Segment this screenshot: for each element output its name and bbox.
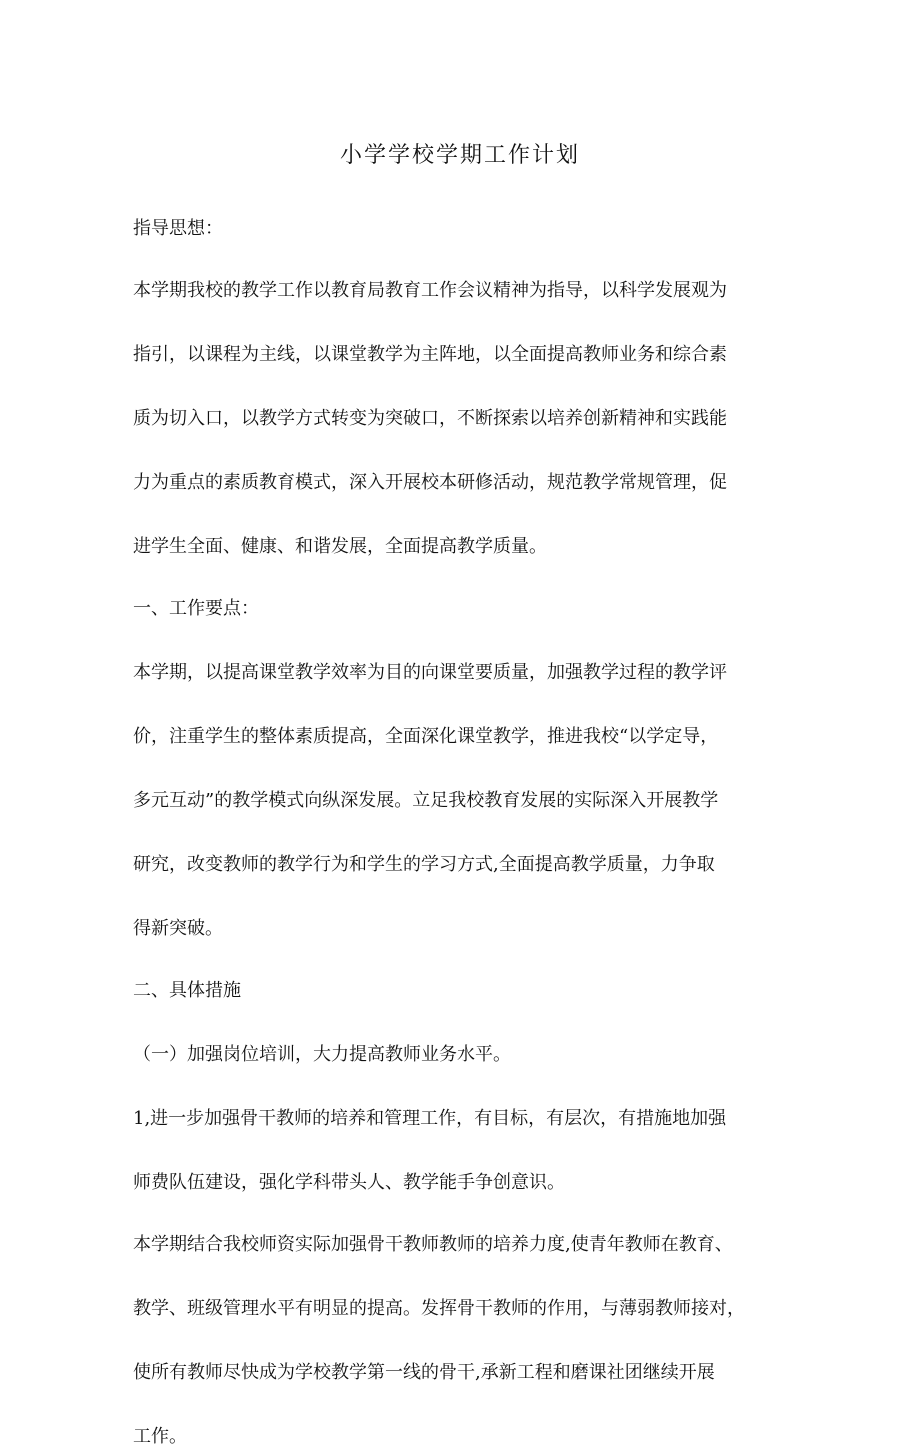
item1-detail-line: 工作。 (133, 1426, 187, 1447)
item1-detail-line: 教学、班级管理水平有明显的提高。发挥骨干教师的作用，与薄弱教师接对， (133, 1298, 745, 1319)
document-body (133, 212, 793, 1454)
section1-heading: 一、工作要点： (133, 598, 259, 619)
item1-detail-line: 本学期结合我校师资实际加强骨干教师教师的培养力度,使青年教师在教育、 (133, 1234, 733, 1255)
section1-line: 价，注重学生的整体素质提高，全面深化课堂教学，推进我校“以学定导， (133, 726, 719, 747)
guiding-line: 质为切入口，以教学方式转变为突破口，不断探索以培养创新精神和实践能 (133, 408, 727, 429)
section1-line: 本学期，以提高课堂教学效率为目的向课堂要质量，加强教学过程的教学评 (133, 662, 727, 683)
section1-line: 研究，改变教师的教学行为和学生的学习方式,全面提高教学质量，力争取 (133, 854, 715, 875)
page-title: 小学学校学期工作计划 (339, 143, 580, 168)
sub1-heading: （一）加强岗位培训，大力提高教师业务水平。 (133, 1044, 511, 1065)
guiding-line: 本学期我校的教学工作以教育局教育工作会议精神为指导，以科学发展观为 (133, 280, 727, 301)
guiding-line: 进学生全面、健康、和谐发展，全面提高教学质量。 (133, 536, 547, 557)
guiding-heading: 指导思想： (133, 218, 223, 239)
section1-line: 得新突破。 (133, 918, 223, 939)
item1-line: 1,进一步加强骨干教师的培养和管理工作，有目标，有层次，有措施地加强 (133, 1108, 727, 1129)
guiding-line: 力为重点的素质教育模式，深入开展校本研修活动，规范教学常规管理，促 (133, 472, 727, 493)
guiding-line: 指引，以课程为主线，以课堂教学为主阵地，以全面提高教师业务和综合素 (133, 344, 727, 365)
item1-line: 师费队伍建设，强化学科带头人、教学能手争创意识。 (133, 1172, 565, 1193)
item1-detail-line: 使所有教师尽快成为学校教学第一线的骨干,承新工程和磨课社团继续开展 (133, 1362, 715, 1383)
section1-line: 多元互动”的教学模式向纵深发展。立足我校教育发展的实际深入开展教学 (133, 790, 719, 811)
section2-heading: 二、具体措施 (133, 980, 241, 1001)
